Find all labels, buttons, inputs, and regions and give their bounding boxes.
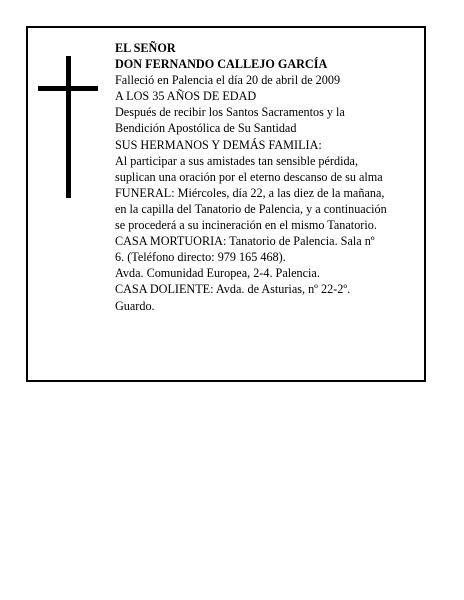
- family-message-line-2: suplican una oración por el eterno descanso de su alma: [115, 169, 383, 184]
- death-date: Falleció en Palencia el día 20 de abril de 2009: [115, 73, 341, 88]
- funeral-line-2: en la capilla del Tanatorio de Palencia, y a continuación: [115, 201, 387, 216]
- sacraments-line-1: Después de recibir los Santos Sacramentos y la: [115, 105, 345, 120]
- sacraments-line-2: Bendición Apostólica de Su Santidad: [115, 121, 297, 136]
- mourning-house-line-2: Guardo.: [115, 298, 155, 313]
- funeral-line-3: se procederá a su incineración en el mismo Tanatorio.: [115, 218, 377, 233]
- age: A LOS 35 AÑOS DE EDAD: [115, 89, 257, 104]
- mortuary-line-2: 6. (Teléfono directo: 979 165 468).: [115, 250, 286, 265]
- deceased-name: DON FERNANDO CALLEJO GARCÍA: [115, 57, 328, 72]
- funeral-line-1: FUNERAL: Miércoles, día 22, a las diez de la mañana,: [115, 185, 385, 200]
- mortuary-line-3: Avda. Comunidad Europea, 2-4. Palencia.: [115, 266, 320, 281]
- family-message-line-1: Al participar a sus amistades tan sensible pérdida,: [115, 153, 359, 168]
- deceased-title: EL SEÑOR: [115, 41, 176, 55]
- family-heading: SUS HERMANOS Y DEMÁS FAMILIA:: [115, 137, 322, 152]
- notice-text: [115, 40, 425, 314]
- cross-vertical-bar: [66, 56, 71, 198]
- cross-horizontal-bar: [38, 86, 98, 91]
- cross-icon: [38, 56, 98, 198]
- mortuary-line-1: CASA MORTUORIA: Tanatorio de Palencia. Sala nº: [115, 234, 375, 249]
- obituary-notice: [26, 26, 426, 382]
- mourning-house-line-1: CASA DOLIENTE: Avda. de Asturias, nº 22-2º.: [115, 282, 351, 297]
